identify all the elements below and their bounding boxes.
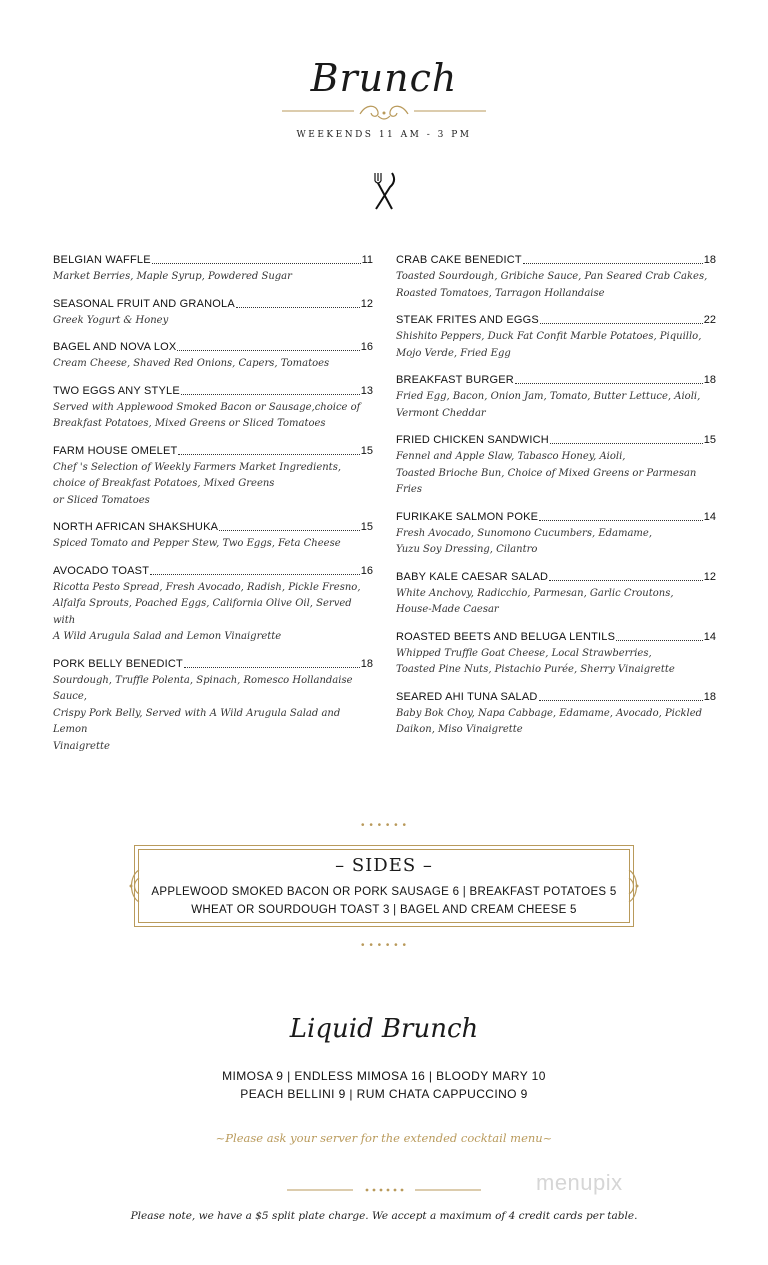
menu-item-name: TWO EGGS ANY STYLE <box>53 384 180 397</box>
menu-item <box>396 253 716 302</box>
menu-item-name: FRIED CHICKEN SANDWICH <box>396 434 549 446</box>
menu-item-price: 14 <box>703 510 716 523</box>
menu-item-description: Toasted Sourdough, Gribiche Sauce, Pan Seared Crab Cakes, Roasted Tomatoes, Tarragon Hollandaise <box>396 271 708 299</box>
drinks-line-1: MIMOSA 9 | ENDLESS MIMOSA 16 | BLOODY MARY 10 <box>222 1069 546 1083</box>
menu-item-price: 22 <box>703 314 716 326</box>
watermark: menupix <box>536 1170 623 1195</box>
menu-item-description: Greek Yogurt & Honey <box>53 314 169 326</box>
menu-item-name: ROASTED BEETS AND BELUGA LENTILS <box>396 630 616 643</box>
menu-item-name: PORK BELLY BENEDICT <box>53 657 183 670</box>
menu-item-description: Spiced Tomato and Pepper Stew, Two Eggs, Feta Cheese <box>53 538 341 549</box>
menu-item <box>396 313 716 362</box>
drinks-line-2: PEACH BELLINI 9 | RUM CHATA CAPPUCCINO 9 <box>240 1087 528 1101</box>
sides-line-2: WHEAT OR SOURDOUGH TOAST 3 | BAGEL AND CREAM CHEESE 5 <box>191 904 577 916</box>
menu-item-description: Fennel and Apple Slaw, Tabasco Honey, Aioli, Toasted Brioche Bun, Choice of Mixed Greens or Parmesan Fries <box>396 451 697 495</box>
menu-item-name: BAGEL AND NOVA LOX <box>53 341 177 353</box>
menu-item-price: 18 <box>703 690 716 703</box>
menu-item <box>396 373 716 422</box>
menu-item-description: Fried Egg, Bacon, Onion Jam, Tomato, Butter Lettuce, Aioli, Vermont Cheddar <box>396 391 701 419</box>
menu-item-description: Shishito Peppers, Duck Fat Confit Marble Potatoes, Piquillo, Mojo Verde, Fried Egg <box>396 331 702 359</box>
menu-item-price: 16 <box>360 564 373 577</box>
menu-item-name: STEAK FRITES AND EGGS <box>396 314 539 326</box>
bottom-ornament <box>287 1184 481 1196</box>
menu-item-description: Whipped Truffle Goat Cheese, Local Strawberries, Toasted Pine Nuts, Pistachio Purée, Sherry Vinaigrette <box>396 647 675 675</box>
sides-line-1: APPLEWOOD SMOKED BACON OR PORK SAUSAGE 6 | BREAKFAST POTATOES 5 <box>151 886 617 898</box>
menu-item-name: BABY KALE CAESAR SALAD <box>396 570 549 583</box>
menu-item-name: SEARED AHI TUNA SALAD <box>396 690 538 703</box>
menu-item-name: SEASONAL FRUIT AND GRANOLA <box>53 297 235 310</box>
title-ornament <box>282 100 486 126</box>
page-title: Brunch <box>310 56 458 100</box>
footnote: Please note, we have a $5 split plate charge. We accept a maximum of 4 credit cards per table. <box>130 1210 638 1222</box>
cocktail-note: ~Please ask your server for the extended cocktail menu~ <box>215 1131 553 1145</box>
menu-item-description: Sourdough, Truffle Polenta, Spinach, Romesco Hollandaise Sauce, Crispy Pork Belly, Served with A Wild Arugula Salad and Lemon Vinaigrette <box>53 674 353 752</box>
menu-item <box>396 630 716 679</box>
menu-item-description: Cream Cheese, Shaved Red Onions, Capers, Tomatoes <box>53 358 330 369</box>
menu-item-name: BELGIAN WAFFLE <box>53 254 151 266</box>
divider-dots: • • • • • • <box>361 820 407 831</box>
menu-item-description: Ricotta Pesto Spread, Fresh Avocado, Radish, Pickle Fresno, Alfalfa Sprouts, Poached Eggs, California Olive Oil, Served with A Wild Arugula Salad and Lemon Vinaigrette <box>53 581 361 642</box>
menu-item-price: 18 <box>360 657 373 670</box>
menu-item <box>396 690 716 739</box>
menu-item-description: Baby Bok Choy, Napa Cabbage, Edamame, Avocado, Pickled Daikon, Miso Vinaigrette <box>396 707 703 735</box>
menu-item-description: Chef 's Selection of Weekly Farmers Market Ingredients, choice of Breakfast Potatoes, Mixed Greens or Sliced Tomatoes <box>53 461 342 506</box>
menu-item-price: 15 <box>703 434 716 446</box>
menu-item-name: BREAKFAST BURGER <box>396 374 514 386</box>
menu-item <box>396 570 716 619</box>
menu-item-price: 16 <box>360 341 373 353</box>
menu-item-name: FURIKAKE SALMON POKE <box>396 510 539 523</box>
menu-item <box>53 297 373 330</box>
menu-item <box>53 384 373 433</box>
menu-item-price: 18 <box>703 254 716 266</box>
menu-item-price: 18 <box>703 374 716 386</box>
menu-item-name: NORTH AFRICAN SHAKSHUKA <box>53 521 219 533</box>
menu-column-left <box>53 253 373 766</box>
menu-item <box>396 433 716 499</box>
menu-item-name: FARM HOUSE OMELET <box>53 444 178 457</box>
menu-item-name: AVOCADO TOAST <box>53 564 150 577</box>
liquid-brunch-title: Liquid Brunch <box>289 1014 479 1044</box>
menu-item-price: 12 <box>703 570 716 583</box>
fork-knife-icon <box>370 171 398 211</box>
menu-item-description: Fresh Avocado, Sunomono Cucumbers, Edamame, Yuzu Soy Dressing, Cilantro <box>396 527 653 555</box>
menu-item-description: White Anchovy, Radicchio, Parmesan, Garlic Croutons, House-Made Caesar <box>396 587 674 615</box>
menu-item <box>53 340 373 373</box>
divider-dots: • • • • • • <box>361 940 407 951</box>
menu-item-description: Market Berries, Maple Syrup, Powdered Sugar <box>53 271 292 282</box>
menu-item-description: Served with Applewood Smoked Bacon or Sausage,choice of Breakfast Potatoes, Mixed Greens or Sliced Tomatoes <box>53 401 361 429</box>
menu-item-price: 12 <box>360 297 373 310</box>
menu-item-price: 13 <box>360 384 373 397</box>
menu-item <box>53 444 373 510</box>
menu-item-price: 14 <box>703 630 716 643</box>
menu-item-price: 11 <box>361 254 373 266</box>
menu-item-price: 15 <box>360 521 373 533</box>
menu-item <box>53 657 373 756</box>
menu-column-right <box>396 253 716 750</box>
menu-item <box>396 510 716 559</box>
menu-item-price: 15 <box>360 444 373 457</box>
menu-item <box>53 253 373 286</box>
sides-title: – SIDES – <box>335 855 433 876</box>
hours-text: WEEKENDS 11 AM - 3 PM <box>296 130 472 140</box>
menu-item-name: CRAB CAKE BENEDICT <box>396 254 522 266</box>
menu-item <box>53 520 373 553</box>
menu-item <box>53 564 373 646</box>
